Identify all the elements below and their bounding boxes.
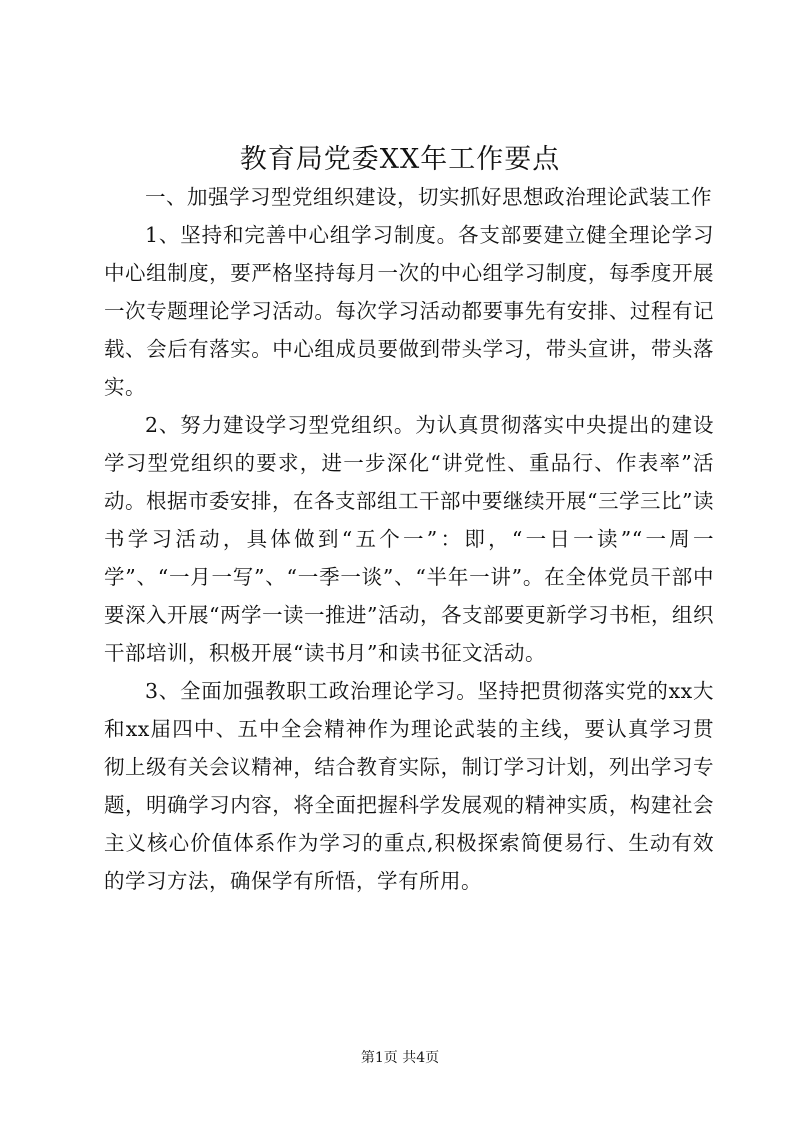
paragraph-3: 3、全面加强教职工政治理论学习。坚持把贯彻落实党的xx大和xx届四中、五中全会精神作为理论武装的主线，要认真学习贯彻上级有关会议精神，结合教育实际，制订学习计划，列出学习专题，明确学习内容，将全面把握科学发展观的精神实质，构建社会主义核心价值体系作为学习的重点,积极探索简便易行、生动有效的学习方法，确保学有所悟，学有所用。 [104,679,714,893]
paragraph-1: 1、坚持和完善中心组学习制度。各支部要建立健全理论学习中心组制度，要严格坚持每月一次的中心组学习制度，每季度开展一次专题理论学习活动。每次学习活动都要事先有安排、过程有记载、会后有落实。中心组成员要做到带头学习，带头宣讲，带头落实。 [104,223,714,399]
page-number-footer: 第1页 共4页 [360,1050,440,1066]
section-heading: 一、加强学习型党组织建设，切实抓好思想政治理论武装工作 [145,185,712,209]
document-title: 教育局党委XX年工作要点 [239,144,561,175]
paragraph-2: 2、努力建设学习型党组织。为认真贯彻落实中央提出的建设学习型党组织的要求，进一步深化“讲党性、重品行、作表率”活动。根据市委安排，在各支部组工干部中要继续开展“三学三比”读书学习活动，具体做到“五个一”：即，“一日一读”“一周一学”、“一月一写”、“一季一谈”、“半年一讲”。在全体党员干部中要深入开展“两学一读一推进”活动，各支部要更新学习书柜，组织干部培训，积极开展“读书月”和读书征文活动。 [104,413,714,665]
document-body [104,178,714,900]
